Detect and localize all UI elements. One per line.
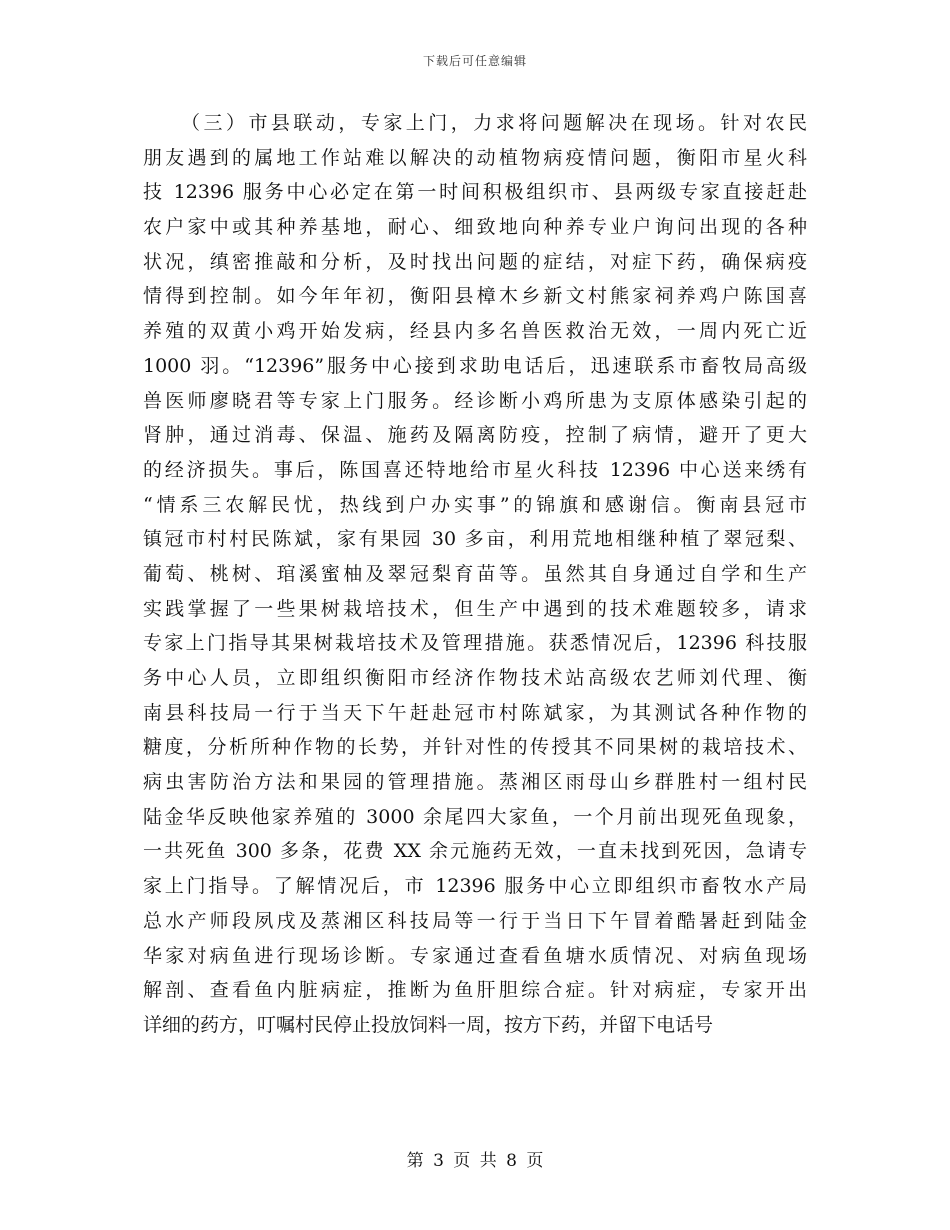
body-line: 养殖的双黄小鸡开始发病，经县内多名兽医救治无效，一周内死亡近: [143, 320, 807, 343]
body-line: （三）市县联动，专家上门，力求将问题解决在现场。针对农民: [181, 112, 807, 134]
page-number-footer: 第 3 页 共 8 页: [406, 1151, 544, 1171]
body-line: 1000 羽。“12396”服务中心接到求助电话后，迅速联系市畜牧局高级: [143, 354, 807, 377]
body-line: 肾肿，通过消毒、保温、施药及隔离防疫，控制了病情，避开了更大: [143, 424, 807, 447]
body-line: 技 12396 服务中心必定在第一时间积极组织市、县两级专家直接赶赴: [143, 181, 807, 204]
body-line: 朋友遇到的属地工作站难以解决的动植物病疫情问题，衡阳市星火科: [143, 146, 807, 169]
body-line: 病虫害防治方法和果园的管理措施。蒸湘区雨母山乡群胜村一组村民: [143, 771, 807, 794]
body-line: 情得到控制。如今年年初，衡阳县樟木乡新文村熊家祠养鸡户陈国喜: [143, 285, 807, 308]
body-line: 解剖、查看鱼内脏病症，推断为鱼肝胆综合症。针对病症，专家开出: [143, 979, 807, 1002]
page-header: 下载后可任意编辑: [422, 54, 527, 68]
document-body: [143, 106, 807, 1043]
body-line: 华家对病鱼进行现场诊断。专家通过查看鱼塘水质情况、对病鱼现场: [143, 944, 807, 967]
body-line: 农户家中或其种养基地，耐心、细致地向种养专业户询问出现的各种: [143, 216, 807, 239]
body-line: 详细的药方，叮嘱村民停止投放饲料一周，按方下药，并留下电话号: [143, 1013, 714, 1036]
body-line: 总水产师段夙戌及蒸湘区科技局等一行于当日下午冒着酷暑赶到陆金: [143, 909, 807, 932]
body-line: 糖度，分析所种作物的长势，并针对性的传授其不同果树的栽培技术、: [143, 736, 807, 759]
body-line: 状况，缜密推敲和分析，及时找出问题的症结，对症下药，确保病疫: [143, 250, 807, 273]
body-line: 一共死鱼 300 多条，花费 XX 余元施药无效，一直未找到死因，急请专: [143, 840, 807, 863]
body-line: 镇冠市村村民陈斌，家有果园 30 多亩，利用荒地相继种植了翠冠梨、: [143, 528, 807, 551]
body-line: 实践掌握了一些果树栽培技术，但生产中遇到的技术难题较多，请求: [143, 597, 807, 620]
body-line: 南县科技局一行于当天下午赶赴冠市村陈斌家，为其测试各种作物的: [143, 701, 807, 724]
body-line: 兽医师廖晓君等专家上门服务。经诊断小鸡所患为支原体感染引起的: [143, 389, 807, 412]
body-line: 陆金华反映他家养殖的 3000 余尾四大家鱼，一个月前出现死鱼现象，: [143, 805, 807, 828]
body-line: 家上门指导。了解情况后，市 12396 服务中心立即组织市畜牧水产局: [143, 875, 807, 898]
body-line: 专家上门指导其果树栽培技术及管理措施。获悉情况后，12396 科技服: [143, 632, 807, 655]
body-line: 务中心人员，立即组织衡阳市经济作物技术站高级农艺师刘代理、衡: [143, 667, 807, 689]
body-line: “情系三农解民忧，热线到户办实事”的锦旗和感谢信。衡南县冠市: [143, 493, 807, 516]
body-line: 的经济损失。事后，陈国喜还特地给市星火科技 12396 中心送来绣有: [143, 458, 807, 481]
body-line: 葡萄、桃树、琯溪蜜柚及翠冠梨育苗等。虽然其自身通过自学和生产: [143, 562, 807, 585]
